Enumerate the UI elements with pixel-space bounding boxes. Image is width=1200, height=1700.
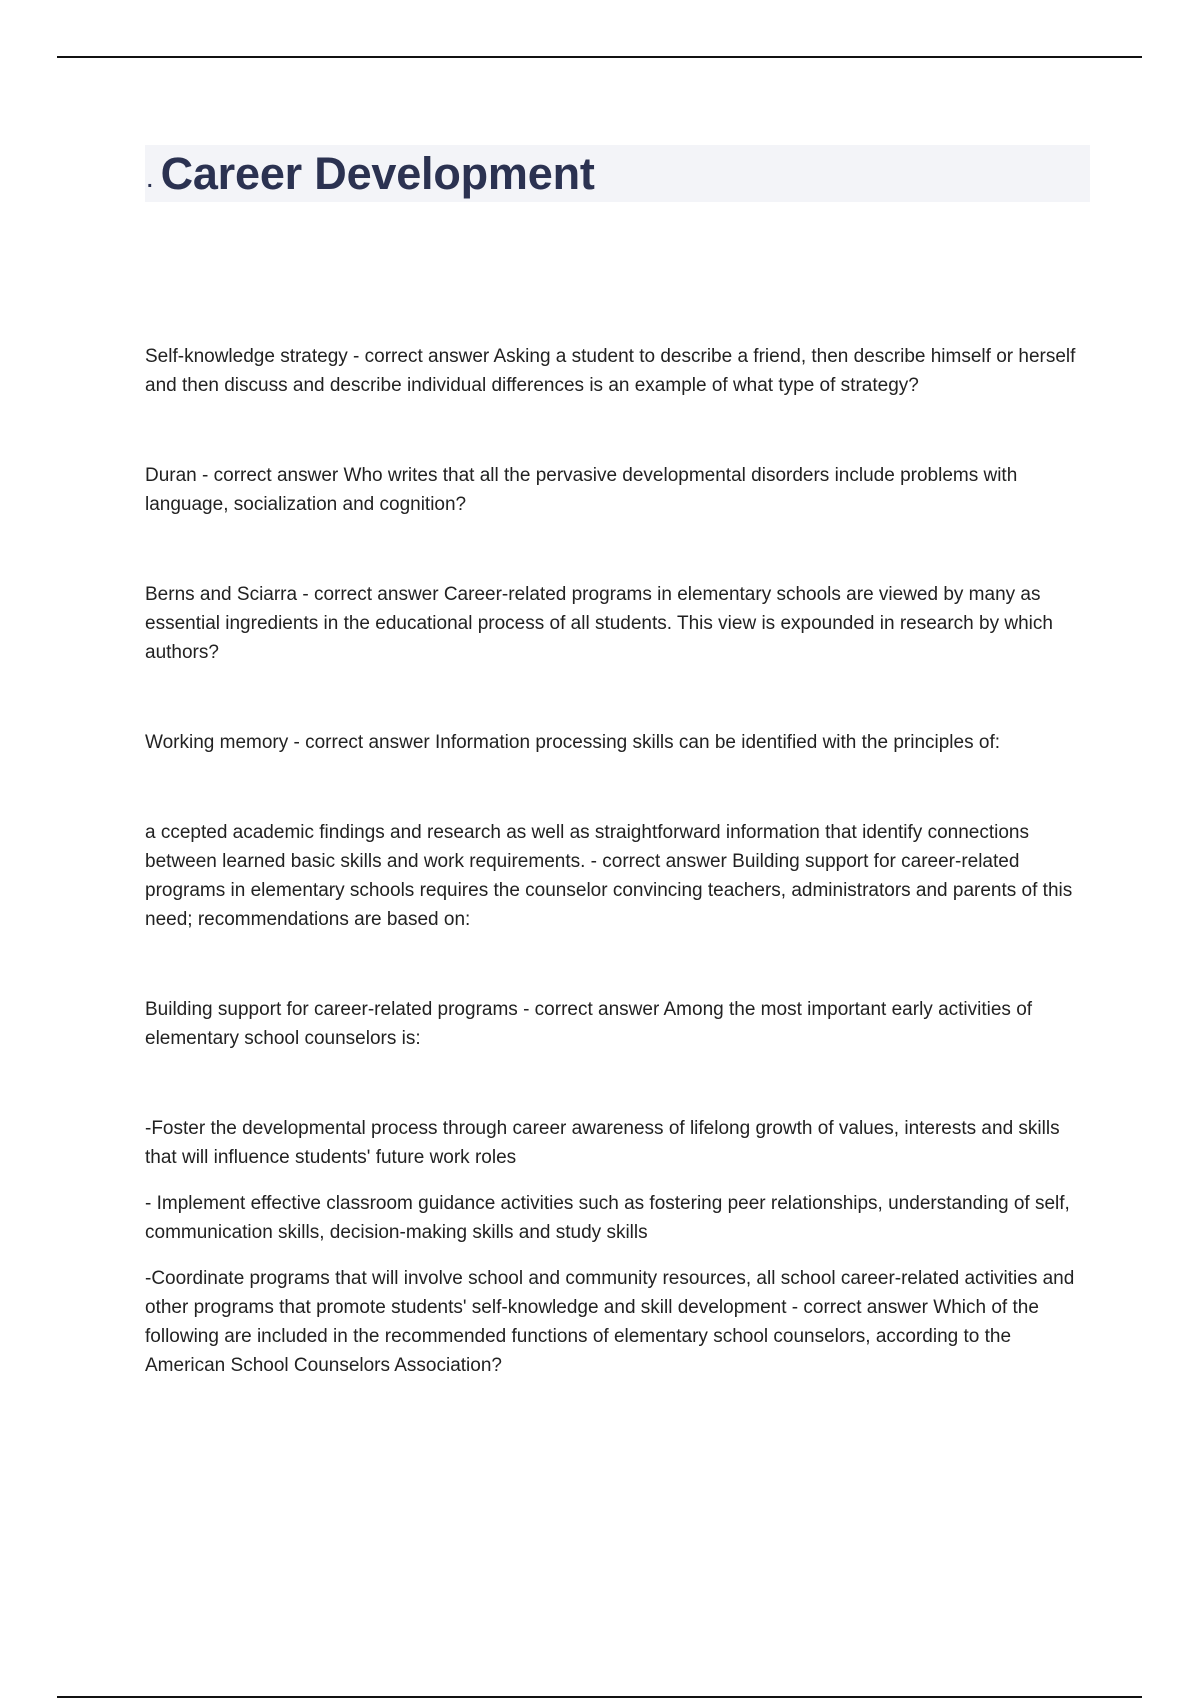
qa-entry-duran: Duran - correct answer Who writes that all the pervasive developmental disorders include problems with language, socialization and cognition?	[145, 465, 1018, 515]
qa-entry-working-memory: Working memory - correct answer Information processing skills can be identified with the principles of:	[145, 732, 1000, 753]
qa-entry-functions-item-3: -Coordinate programs that will involve school and community resources, all school career-related activities and other programs that promote students' self-knowledge and skill development - correct answer Which of the following are included in the recommended functions of elementary school counselors, according to the American School Counselors Association?	[145, 1268, 1075, 1376]
page-title: Career Development	[160, 147, 595, 199]
qa-entry-functions-item-1: -Foster the developmental process through career awareness of lifelong growth of values, interests and skills that will influence students' future work roles	[145, 1118, 1060, 1168]
bottom-divider	[57, 1696, 1142, 1698]
qa-entry-functions-item-2: - Implement effective classroom guidance activities such as fostering peer relationships, understanding of self, communication skills, decision-making skills and study skills	[145, 1193, 1070, 1243]
qa-entry-building-support: Building support for career-related programs - correct answer Among the most important early activities of elementary school counselors is:	[145, 999, 1033, 1049]
title-banner	[145, 145, 1090, 202]
top-divider	[57, 56, 1142, 58]
qa-entry-berns-sciarra: Berns and Sciarra - correct answer Career-related programs in elementary schools are viewed by many as essential ingredients in the educational process of all students. This view is expounded in research by which authors?	[145, 584, 1053, 663]
qa-entry-accepted-findings: a ccepted academic findings and research as well as straightforward information that identify connections between learned basic skills and work requirements. - correct answer Building support for career-related programs in elementary schools requires the counselor convincing teachers, administrators and parents of this need; recommendations are based on:	[145, 822, 1073, 930]
title-prefix: .	[147, 170, 153, 192]
qa-entry-self-knowledge: Self-knowledge strategy - correct answer Asking a student to describe a friend, then describe himself or herself and then discuss and describe individual differences is an example of what type of strategy?	[145, 346, 1076, 396]
document-body	[145, 342, 1090, 1380]
